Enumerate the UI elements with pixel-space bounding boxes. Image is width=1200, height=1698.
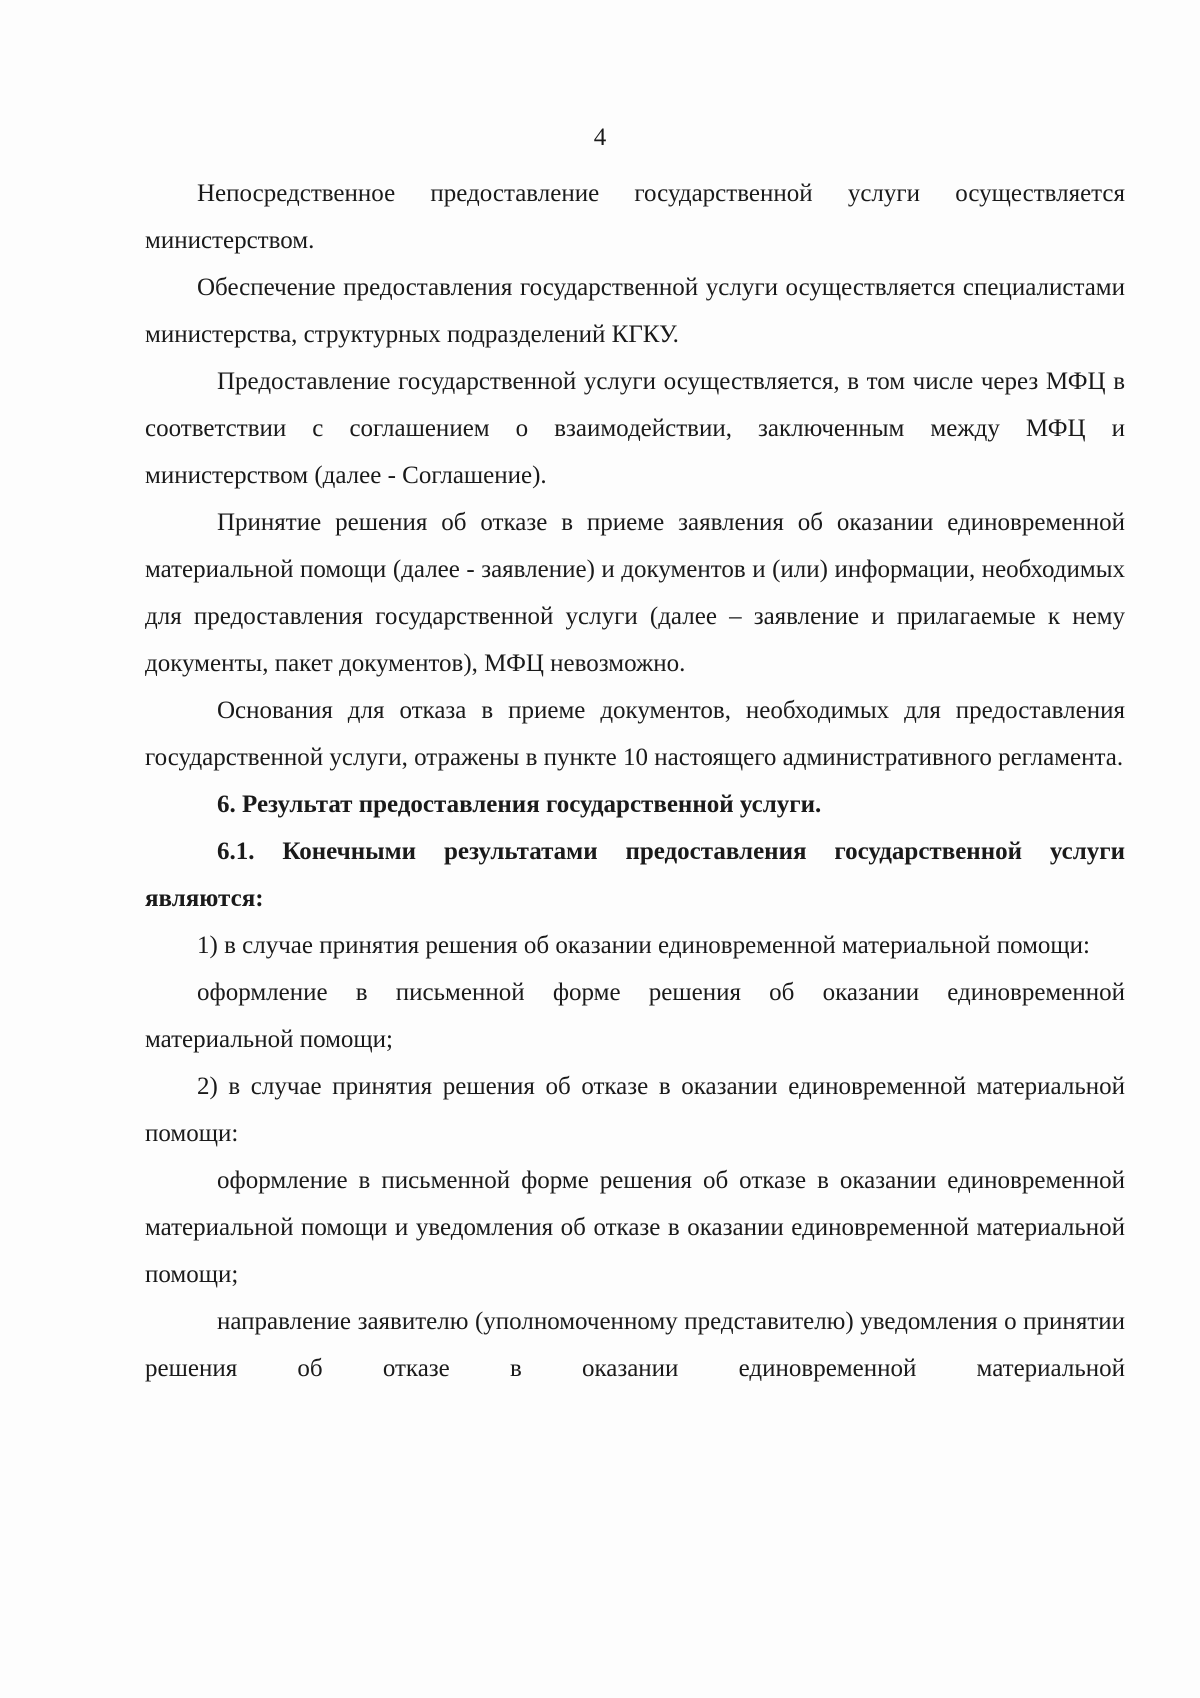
section-heading-6-1: 6.1. Конечными результатами предоставления государственной услуги являются: (145, 838, 1125, 912)
paragraph-grant-decision: оформление в письменной форме решения об оказании единовременной материальной помощи; (145, 979, 1125, 1053)
page-number: 4 (593, 124, 607, 151)
list-item-2: 2) в случае принятия решения об отказе в оказании единовременной материальной помощи: (145, 1073, 1125, 1147)
paragraph-mfc-provision: Предоставление государственной услуги осуществляется, в том числе через МФЦ в соответствии с соглашением о взаимодействии, заключенным между МФЦ и министерством (далее - Соглашение). (145, 368, 1125, 489)
paragraph-refusal-form: оформление в письменной форме решения об отказе в оказании единовременной материальной помощи и уведомления об отказе в оказании единовременной материальной помощи; (145, 1167, 1125, 1288)
list-item-1: 1) в случае принятия решения об оказании единовременной материальной помощи: (197, 932, 1090, 959)
paragraph-notification: направление заявителю (уполномоченному представителю) уведомления о принятии решения об отказе в оказании единовременной материальной (145, 1308, 1125, 1382)
paragraph-refusal-grounds: Основания для отказа в приеме документов, необходимых для предоставления государственной услуги, отражены в пункте 10 настоящего административного регламента. (145, 697, 1125, 771)
paragraph-refusal-decision: Принятие решения об отказе в приеме заявления об оказании единовременной материальной помощи (далее - заявление) и документов и (или) информации, необходимых для предоставления государственной услуги (далее – заявление и прилагаемые к нему документы, пакет документов), МФЦ невозможно. (145, 509, 1125, 677)
paragraph-direct-provision: Непосредственное предоставление государственной услуги осуществляется министерством. (145, 180, 1125, 254)
document-body (145, 170, 1125, 1392)
section-heading-6: 6. Результат предоставления государственной услуги. (217, 791, 822, 818)
paragraph-provision-support: Обеспечение предоставления государственной услуги осуществляется специалистами министерства, структурных подразделений КГКУ. (145, 274, 1125, 348)
